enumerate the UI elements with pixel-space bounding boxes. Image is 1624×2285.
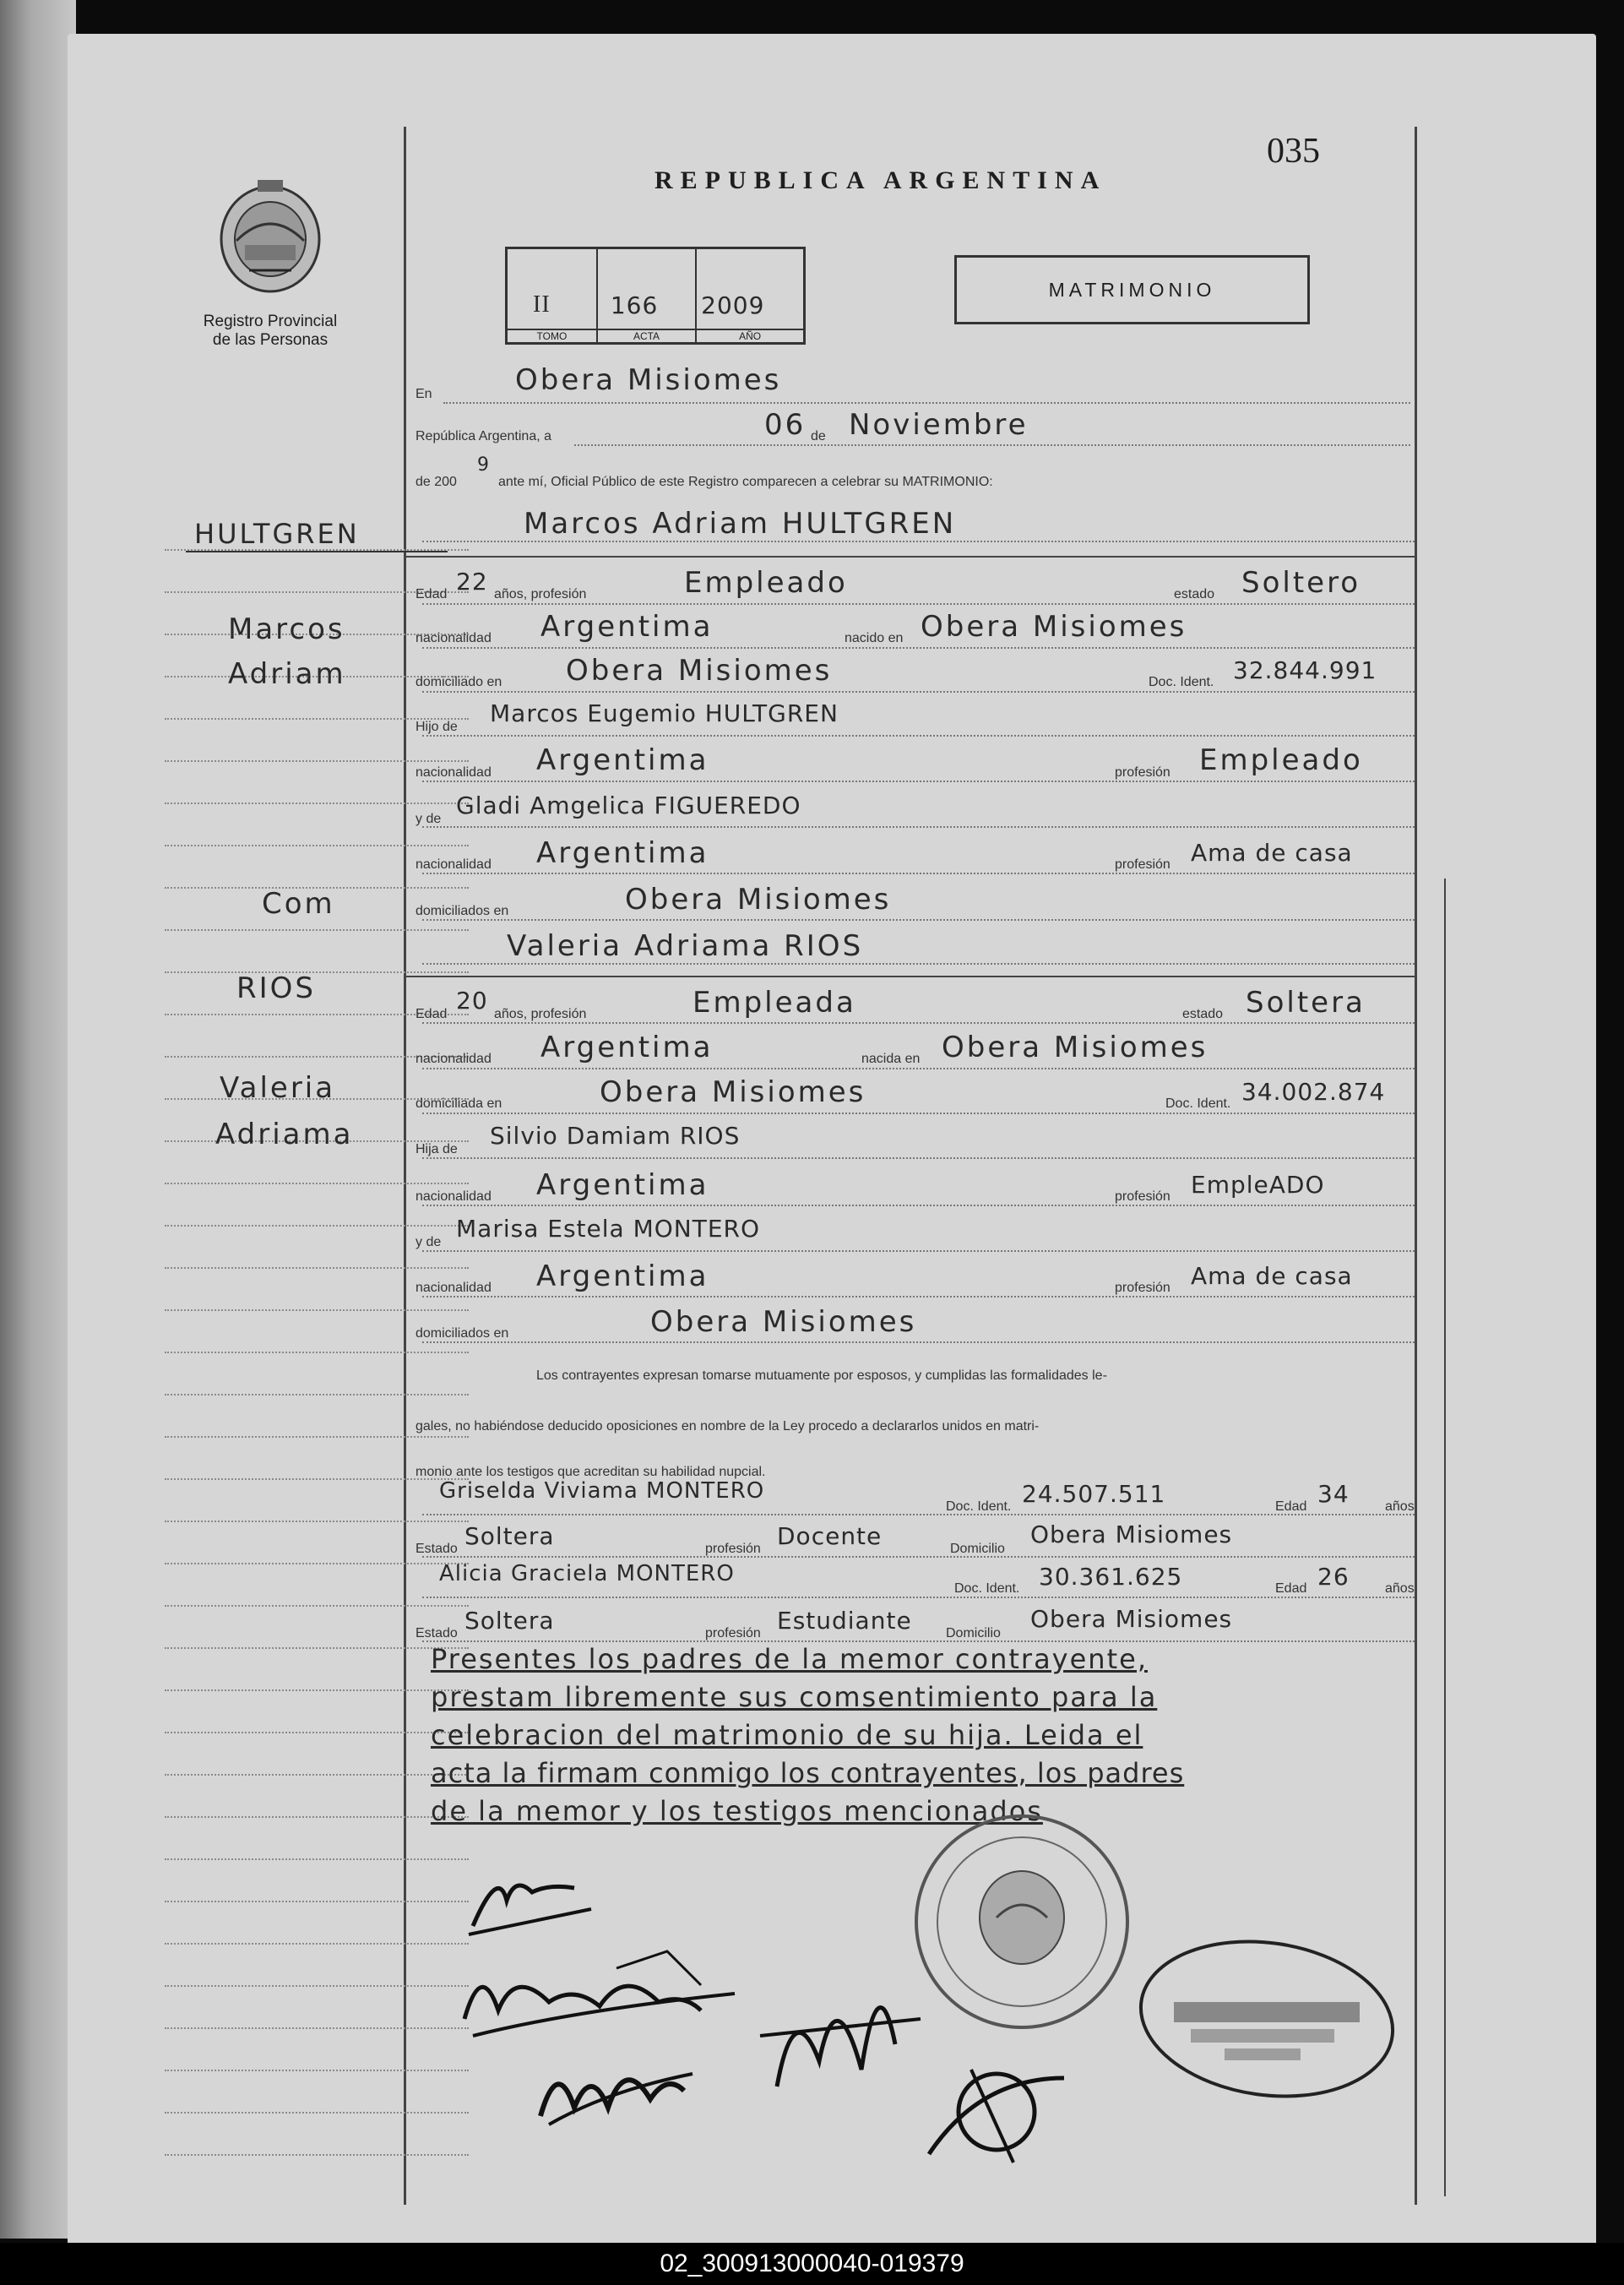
- witness2-prof-label: profesión: [705, 1626, 761, 1640]
- bride-dom-label: domiciliada en: [416, 1096, 502, 1111]
- groom-estado: Soltero: [1241, 566, 1361, 600]
- declaration-line-1: Los contrayentes expresan tomarse mutuamente por esposos, y cumplidas las formalidades le-: [536, 1368, 1107, 1383]
- witness2-name: Alicia Graciela MONTERO: [439, 1561, 735, 1586]
- margin-name-bride-1: Valeria: [220, 1071, 336, 1105]
- groom-doc: 32.844.991: [1233, 656, 1377, 684]
- country-title: REPUBLICA ARGENTINA: [654, 166, 1107, 194]
- bride-edad-label: Edad: [416, 1007, 448, 1021]
- witness2-anios-label: años: [1385, 1581, 1415, 1596]
- witness2-doc-label: Doc. Ident.: [954, 1581, 1020, 1596]
- groom-nac-label: nacionalidad: [416, 631, 492, 645]
- groom-nacido: Obera Misiomes: [921, 610, 1187, 644]
- margin-surname-groom: HULTGREN: [194, 518, 360, 550]
- groom-madre-nac-label: nacionalidad: [416, 857, 492, 872]
- groom-edad: 22: [456, 568, 488, 596]
- officer-stamp: [1123, 1926, 1410, 2116]
- bride-padre-prof-label: profesión: [1115, 1189, 1170, 1204]
- groom-anios-label: años, profesión: [494, 587, 587, 601]
- registry-title: [169, 313, 372, 350]
- bride-profesion: Empleada: [693, 986, 856, 1020]
- margin-con: Com: [262, 887, 335, 921]
- groom-madre-prof: Ama de casa: [1191, 839, 1353, 867]
- acta-value: 166: [610, 291, 659, 319]
- bride-nacionalidad: Argentima: [540, 1031, 714, 1064]
- tomo-value: II: [533, 291, 551, 318]
- anio-cell: [697, 249, 803, 342]
- note-line-2: prestam libremente sus comsentimiento para la: [431, 1681, 1158, 1713]
- groom-doms-label: domiciliados en: [416, 904, 509, 918]
- groom-padre-nac-label: nacionalidad: [416, 765, 492, 780]
- year-prefix: de 200: [416, 475, 457, 489]
- en-label: En: [416, 387, 432, 401]
- bride-domicilio: Obera Misiomes: [600, 1075, 866, 1109]
- groom-hijo-label: Hijo de: [416, 720, 458, 734]
- witness1-doc: 24.507.511: [1022, 1480, 1166, 1508]
- note-line-3: celebracion del matrimonio de su hija. Leida el: [431, 1719, 1143, 1751]
- groom-padre-prof: Empleado: [1199, 743, 1363, 777]
- book-spine: [0, 0, 76, 2239]
- groom-name: Marcos Adriam HULTGREN: [524, 507, 957, 541]
- declaration-line-2: gales, no habiéndose deducido oposiciones en nombre de la Ley procedo a declararlos unidos en matri-: [416, 1419, 1040, 1434]
- acta-cell: [598, 249, 697, 342]
- bride-nac-label: nacionalidad: [416, 1052, 492, 1066]
- bride-name: Valeria Adriama RIOS: [507, 929, 864, 963]
- signature-witness-2: [895, 2044, 1098, 2184]
- witness1-profesion: Docente: [777, 1522, 883, 1550]
- witness1-doc-label: Doc. Ident.: [946, 1499, 1012, 1514]
- right-border-outer: [1444, 879, 1446, 2196]
- bride-yde-label: y de: [416, 1235, 442, 1249]
- witness1-dom-label: Domicilio: [950, 1542, 1005, 1556]
- anio-label: AÑO: [697, 329, 803, 342]
- document-type: MATRIMONIO: [1048, 278, 1216, 301]
- bride-padre-nac-label: nacionalidad: [416, 1189, 492, 1204]
- groom-doc-label: Doc. Ident.: [1149, 675, 1214, 689]
- tomo-label: TOMO: [508, 329, 596, 342]
- witness1-name: Griselda Viviama MONTERO: [439, 1478, 765, 1504]
- bride-doms-label: domiciliados en: [416, 1326, 509, 1341]
- registry-line-2: de las Personas: [212, 331, 329, 349]
- registry-line-1: Registro Provincial: [203, 313, 338, 330]
- month-value: Noviembre: [849, 408, 1029, 442]
- bride-doc-label: Doc. Ident.: [1165, 1096, 1231, 1111]
- witness2-estado: Soltera: [464, 1607, 555, 1635]
- tomo-cell: [508, 249, 598, 342]
- groom-madre-nac: Argentima: [536, 836, 709, 870]
- anio-value: 2009: [701, 291, 765, 319]
- witness1-estado-label: Estado: [416, 1542, 458, 1556]
- groom-padre-nac: Argentima: [536, 743, 709, 777]
- bride-padre-prof: EmpleADO: [1191, 1171, 1325, 1199]
- note-line-4: acta la firmam conmigo los contrayentes, los padres: [431, 1757, 1185, 1789]
- witness2-edad: 26: [1317, 1563, 1350, 1591]
- declaration-line-3: monio ante los testigos que acreditan su habilidad nupcial.: [416, 1465, 766, 1479]
- witness1-domicilio: Obera Misiomes: [1030, 1521, 1233, 1548]
- witness1-anios-label: años: [1385, 1499, 1415, 1514]
- bride-nacida-label: nacida en: [861, 1052, 921, 1066]
- witness2-edad-label: Edad: [1275, 1581, 1307, 1596]
- groom-yde-label: y de: [416, 812, 442, 826]
- groom-nacionalidad: Argentima: [540, 610, 714, 644]
- bride-edad: 20: [456, 987, 488, 1015]
- note-line-1: Presentes los padres de la memor contrayente,: [431, 1643, 1148, 1675]
- groom-edad-label: Edad: [416, 587, 448, 601]
- document-page: [68, 34, 1596, 2247]
- groom-madre: Gladi Amgelica FIGUEREDO: [456, 792, 801, 819]
- groom-padres-dom: Obera Misiomes: [625, 883, 892, 917]
- bride-anios-label: años, profesión: [494, 1007, 587, 1021]
- page-number: 035: [1267, 132, 1320, 171]
- bride-doc: 34.002.874: [1241, 1078, 1386, 1106]
- witness1-prof-label: profesión: [705, 1542, 761, 1556]
- acta-label: ACTA: [598, 329, 695, 342]
- groom-profesion: Empleado: [684, 566, 848, 600]
- witness2-domicilio: Obera Misiomes: [1030, 1605, 1233, 1633]
- groom-madre-prof-label: profesión: [1115, 857, 1170, 872]
- witness1-edad: 34: [1317, 1480, 1350, 1508]
- bride-padre-nac: Argentima: [536, 1168, 709, 1202]
- right-border: [1415, 127, 1417, 2205]
- bride-madre: Marisa Estela MONTERO: [456, 1215, 761, 1243]
- groom-padre: Marcos Eugemio HULTGREN: [490, 699, 839, 727]
- day-value: 06: [764, 408, 807, 442]
- signature-officer: [456, 1850, 608, 1947]
- margin-name-groom-1: Marcos: [228, 612, 345, 646]
- year-digit: 9: [477, 454, 490, 476]
- witness2-doc: 30.361.625: [1039, 1563, 1183, 1591]
- margin-name-groom-2: Adriam: [228, 657, 346, 691]
- bride-nacida: Obera Misiomes: [942, 1031, 1208, 1064]
- witness1-estado: Soltera: [464, 1522, 555, 1550]
- witness2-profesion: Estudiante: [777, 1607, 912, 1635]
- bride-padres-dom: Obera Misiomes: [650, 1305, 917, 1339]
- document-type-box: [954, 255, 1310, 324]
- witness2-dom-label: Domicilio: [946, 1626, 1001, 1640]
- reference-box: [505, 247, 806, 345]
- bride-estado-label: estado: [1182, 1007, 1224, 1021]
- bride-padre: Silvio Damiam RIOS: [490, 1122, 741, 1150]
- bride-madre-nac: Argentima: [536, 1259, 709, 1293]
- margin-surname-bride: RIOS: [236, 971, 316, 1005]
- groom-estado-label: estado: [1174, 587, 1215, 601]
- margin-divider: [404, 127, 406, 2205]
- republica-label: República Argentina, a: [416, 429, 551, 443]
- official-round-seal: [904, 1799, 1140, 2048]
- bride-madre-nac-label: nacionalidad: [416, 1281, 492, 1295]
- bride-madre-prof: Ama de casa: [1191, 1262, 1353, 1290]
- province-seal: [211, 173, 329, 304]
- groom-padre-prof-label: profesión: [1115, 765, 1170, 780]
- margin-name-bride-2: Adriama: [215, 1118, 354, 1151]
- groom-dom-label: domiciliado en: [416, 675, 502, 689]
- bride-estado: Soltera: [1246, 986, 1366, 1020]
- groom-nacido-label: nacido en: [845, 631, 904, 645]
- de-label: de: [811, 429, 826, 443]
- bride-madre-prof-label: profesión: [1115, 1281, 1170, 1295]
- note-line-5: de la memor y los testigos mencionados: [431, 1795, 1043, 1827]
- bride-hija-label: Hija de: [416, 1142, 458, 1156]
- footer-image-id: 02_300913000040-019379: [0, 2243, 1624, 2285]
- signature-witness-1: [524, 2040, 709, 2146]
- ante-text: ante mí, Oficial Público de este Registro comparecen a celebrar su MATRIMONIO:: [498, 475, 993, 489]
- en-value: Obera Misiomes: [515, 363, 782, 397]
- witness1-edad-label: Edad: [1275, 1499, 1307, 1514]
- witness2-estado-label: Estado: [416, 1626, 458, 1640]
- groom-domicilio: Obera Misiomes: [566, 654, 833, 688]
